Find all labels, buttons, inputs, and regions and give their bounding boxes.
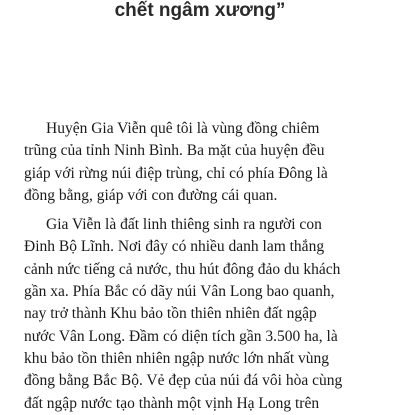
body-text bbox=[24, 118, 376, 415]
text-line: gần xa. Phía Bắc có dãy núi Vân Long bao quanh, bbox=[24, 283, 335, 301]
text-line: trũng của tỉnh Ninh Bình. Ba mặt của huyện đều bbox=[24, 142, 325, 160]
text-line: đất ngập nước tạo thành một vịnh Hạ Long trên bbox=[24, 394, 320, 412]
text-line: Huyện Gia Viễn quê tôi là vùng đồng chiêm bbox=[46, 120, 320, 137]
paragraph-2 bbox=[24, 214, 376, 415]
chapter-title: chết ngâm xương” bbox=[114, 0, 286, 21]
text-line: nước Vân Long. Đầm có diện tích gần 3.500 ha, là bbox=[24, 327, 338, 345]
text-line: giáp với rừng núi điệp trùng, chỉ có phía Đông là bbox=[24, 164, 328, 182]
text-line: nay trở thành Khu bảo tồn thiên nhiên đất ngập bbox=[24, 305, 317, 323]
text-line: Đinh Bộ Lĩnh. Nơi đây có nhiều danh lam thắng bbox=[24, 238, 325, 256]
text-line: Gia Viễn là đất linh thiêng sinh ra người con bbox=[46, 216, 322, 234]
text-line: đồng bằng Bắc Bộ. Vẻ đẹp của núi đá vôi hòa cùng bbox=[24, 372, 343, 390]
text-line: đồng bằng, giáp với con đường cái quan. bbox=[24, 186, 278, 204]
paragraph-1 bbox=[24, 118, 376, 207]
text-line: khu bảo tồn thiên nhiên ngập nước lớn nhất vùng bbox=[24, 349, 330, 367]
text-line: cảnh nức tiếng cả nước, thu hút đông đảo du khách bbox=[24, 260, 341, 278]
